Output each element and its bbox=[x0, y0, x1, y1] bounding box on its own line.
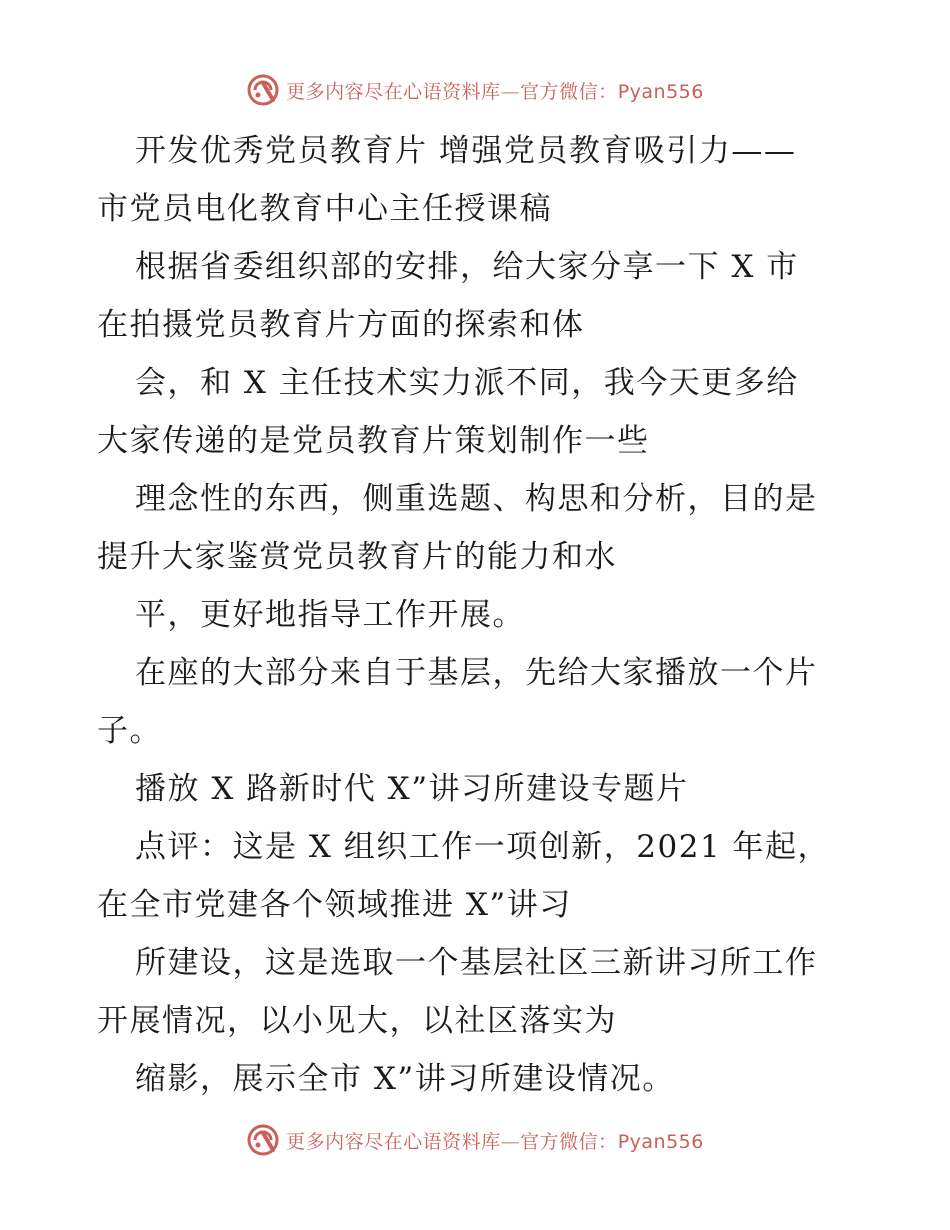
footer-watermark bbox=[0, 1122, 950, 1158]
watermark-wechat-id: Pyan556 bbox=[617, 1130, 704, 1153]
title-line-2: 市党员电化教育中心主任授课稿 bbox=[97, 191, 552, 227]
document-body bbox=[97, 122, 857, 1108]
watermark-site: 更多内容尽在心语资料库 bbox=[286, 1130, 501, 1153]
watermark-wechat-label: 官方微信： bbox=[520, 80, 618, 103]
brand-logo-icon bbox=[246, 73, 280, 107]
paragraph-line: 点评：这是 X 组织工作一项创新，2021 年起， bbox=[135, 829, 831, 865]
paragraph-line: 会，和 X 主任技术实力派不同，我今天更多给 bbox=[135, 365, 799, 401]
paragraph-line: 在拍摄党员教育片方面的探索和体 bbox=[97, 307, 585, 343]
paragraph-line: 开展情况，以小见大，以社区落实为 bbox=[97, 1003, 617, 1039]
paragraph-line: 在座的大部分来自于基层，先给大家播放一个片 bbox=[135, 655, 818, 691]
watermark-wechat-label: 官方微信： bbox=[520, 1130, 618, 1153]
paragraph-line: 在全市党建各个领域推进 X”讲习 bbox=[97, 887, 572, 923]
title-line-1: 开发优秀党员教育片 增强党员教育吸引力—— bbox=[135, 133, 797, 169]
watermark-dash: — bbox=[500, 80, 521, 103]
header-watermark bbox=[0, 72, 950, 108]
paragraph-line: 理念性的东西，侧重选题、构思和分析，目的是 bbox=[135, 481, 818, 517]
brand-logo-icon bbox=[246, 1123, 280, 1157]
watermark-dash: — bbox=[500, 1130, 521, 1153]
paragraph-line: 平，更好地指导工作开展。 bbox=[135, 597, 525, 633]
watermark-text bbox=[286, 77, 704, 104]
watermark-text bbox=[286, 1127, 704, 1154]
paragraph-line: 所建设，这是选取一个基层社区三新讲习所工作 bbox=[135, 945, 818, 981]
paragraph-line: 播放 X 路新时代 X”讲习所建设专题片 bbox=[135, 771, 689, 807]
paragraph-line: 缩影，展示全市 X”讲习所建设情况。 bbox=[135, 1061, 675, 1097]
paragraph-line: 根据省委组织部的安排，给大家分享一下 X 市 bbox=[135, 249, 799, 285]
watermark-site: 更多内容尽在心语资料库 bbox=[286, 80, 501, 103]
paragraph-line: 子。 bbox=[97, 713, 162, 749]
watermark-wechat-id: Pyan556 bbox=[617, 80, 704, 103]
paragraph-line: 大家传递的是党员教育片策划制作一些 bbox=[97, 423, 650, 459]
paragraph-line: 提升大家鉴赏党员教育片的能力和水 bbox=[97, 539, 617, 575]
